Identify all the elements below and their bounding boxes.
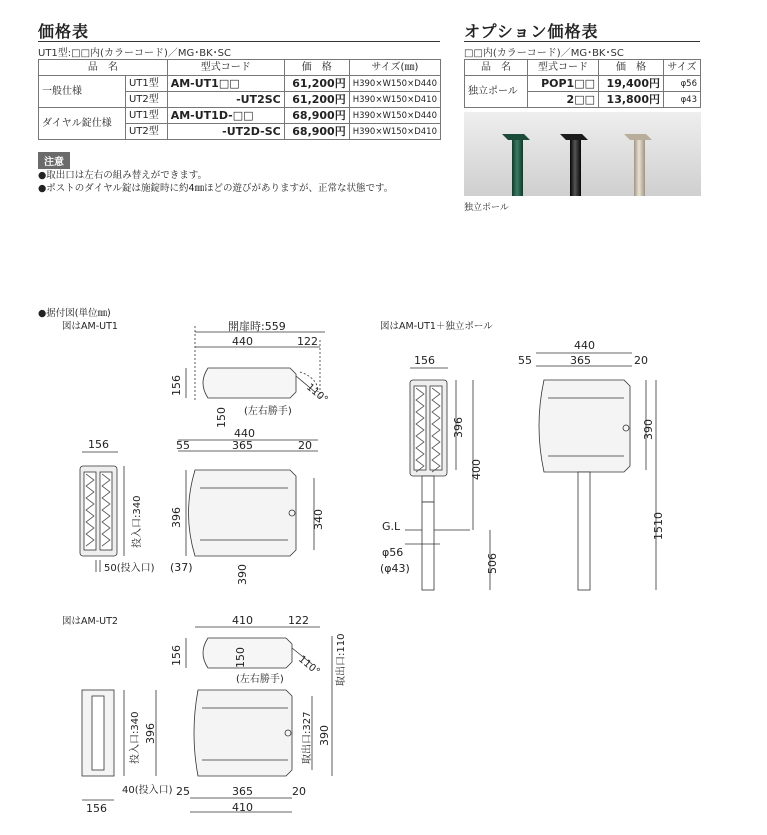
ut2-out110-dim: 取出口:110 [336, 633, 347, 686]
header-price: 価 格 [599, 60, 664, 76]
row-group: ダイヤル錠仕様 [39, 108, 126, 140]
ut2-40-dim: 40(投入口) [122, 785, 173, 796]
row-price: 68,900円 [284, 124, 349, 140]
ut2-caption: 図はAM-UT2 [62, 616, 118, 627]
ut2-out327-dim: 取出口:327 [302, 711, 313, 764]
pole-400-dim: 400 [470, 459, 483, 480]
ut2-25-dim: 25 [176, 785, 190, 798]
row-code: -UT2SC [167, 92, 284, 108]
price-table-subtitle: UT1型:□□内(カラーコード)／MG･BK･SC [38, 48, 231, 59]
ut1-122-dim: 122 [297, 335, 318, 348]
header-code: 型式コード [528, 60, 599, 76]
ut1-front-440: 440 [234, 427, 255, 440]
pole-1510-dim: 1510 [652, 512, 665, 540]
ut2-hand: (左右勝手) [236, 674, 284, 685]
ut1-top-view [170, 319, 330, 428]
row-size: φ56 [664, 76, 701, 92]
header-code: 型式コード [167, 60, 284, 76]
pole-396-dim: 396 [452, 417, 465, 438]
row-code: -UT2D-SC [167, 124, 284, 140]
row-code: 2□□ [528, 92, 599, 108]
ut2-365-dim: 365 [232, 785, 253, 798]
ut1-20-dim: 20 [298, 439, 312, 452]
row-price: 13,800円 [599, 92, 664, 108]
ut2-150-dim: 150 [234, 647, 247, 668]
note-item: ●取出口は左右の組み替えができます。 [38, 170, 208, 181]
pole-caption: 図はAM-UT1＋独立ポール [380, 321, 493, 332]
row-size: H390×W150×D410 [349, 124, 440, 140]
row-size: φ43 [664, 92, 701, 108]
header-size: サイズ [664, 60, 701, 76]
header-name: 品 名 [39, 60, 168, 76]
row-size: H390×W150×D410 [349, 92, 440, 108]
row-price: 61,200円 [284, 92, 349, 108]
ut2-390-dim: 390 [318, 725, 331, 746]
pole-55-dim: 55 [518, 354, 532, 367]
pole-506-dim: 506 [486, 553, 499, 574]
ut2-side-156: 156 [86, 802, 107, 815]
ut1-open-dim: 開扉時:559 [228, 320, 286, 333]
ut1-angle: 110° [304, 381, 330, 406]
pole-440-dim: 440 [574, 339, 595, 352]
ut2-slot-dim: 投入口:340 [130, 711, 141, 764]
ut1-front-views [80, 427, 325, 585]
option-table-title: オプション価格表 [464, 22, 599, 41]
ut1-156-dim: 156 [170, 375, 183, 396]
row-price: 19,400円 [599, 76, 664, 92]
ut1-side-156: 156 [88, 438, 109, 451]
ut1-340-dim: 340 [312, 509, 325, 530]
row-price: 68,900円 [284, 108, 349, 124]
ut1-37-dim: (37) [170, 561, 193, 574]
header-name: 品 名 [465, 60, 528, 76]
ut1-slot-dim: 投入口:340 [132, 495, 143, 548]
pole-156-dim: 156 [414, 354, 435, 367]
pole-365-dim: 365 [570, 354, 591, 367]
option-table-subtitle: □□内(カラーコード)／MG･BK･SC [464, 48, 624, 59]
photo-caption: 独立ポール [464, 203, 509, 213]
row-type: UT1型 [125, 76, 167, 92]
pole-phi43: (φ43) [380, 562, 410, 575]
ut1-50-dim: 50(投入口) [104, 563, 155, 574]
row-code: AM-UT1□□ [167, 76, 284, 92]
ut1-caption: 図はAM-UT1 [62, 321, 118, 332]
ut1-396-dim: 396 [170, 507, 183, 528]
pole-views [380, 339, 665, 590]
ut2-122-dim: 122 [288, 614, 309, 627]
ut2-396-dim: 396 [144, 723, 157, 744]
row-size: H390×W150×D440 [349, 108, 440, 124]
row-code: POP1□□ [528, 76, 599, 92]
ut1-440-dim: 440 [232, 335, 253, 348]
ut2-views [82, 614, 347, 815]
ut2-156-dim: 156 [170, 645, 183, 666]
row-group: 独立ポール [465, 76, 528, 108]
pole-gl: G.L [382, 520, 401, 533]
ut1-150-dim: 150 [215, 407, 228, 428]
row-code: AM-UT1D-□□ [167, 108, 284, 124]
row-type: UT2型 [125, 124, 167, 140]
notes-badge: 注意 [38, 152, 70, 169]
row-group: 一般仕様 [39, 76, 126, 108]
note-item: ●ポストのダイヤル錠は施錠時に約4㎜ほどの遊びがありますが、正常な状態です。 [38, 183, 394, 194]
row-price: 61,200円 [284, 76, 349, 92]
header-size: サイズ(㎜) [349, 60, 440, 76]
pole-390-dim: 390 [642, 419, 655, 440]
pole-20-dim: 20 [634, 354, 648, 367]
drawings-header: ●据付図(単位㎜) [38, 308, 111, 319]
header-price: 価 格 [284, 60, 349, 76]
ut2-410-dim: 410 [232, 614, 253, 627]
ut1-hand: (左右勝手) [244, 406, 292, 417]
row-type: UT1型 [125, 108, 167, 124]
pole-phi56: φ56 [382, 546, 404, 559]
ut1-55-dim: 55 [176, 439, 190, 452]
row-type: UT2型 [125, 92, 167, 108]
ut2-410b-dim: 410 [232, 801, 253, 814]
ut1-390-dim: 390 [236, 564, 249, 585]
row-size: H390×W150×D440 [349, 76, 440, 92]
price-table-title: 価格表 [38, 22, 90, 41]
ut2-angle: 110° [296, 653, 322, 678]
ut1-365-dim: 365 [232, 439, 253, 452]
ut2-20-dim: 20 [292, 785, 306, 798]
